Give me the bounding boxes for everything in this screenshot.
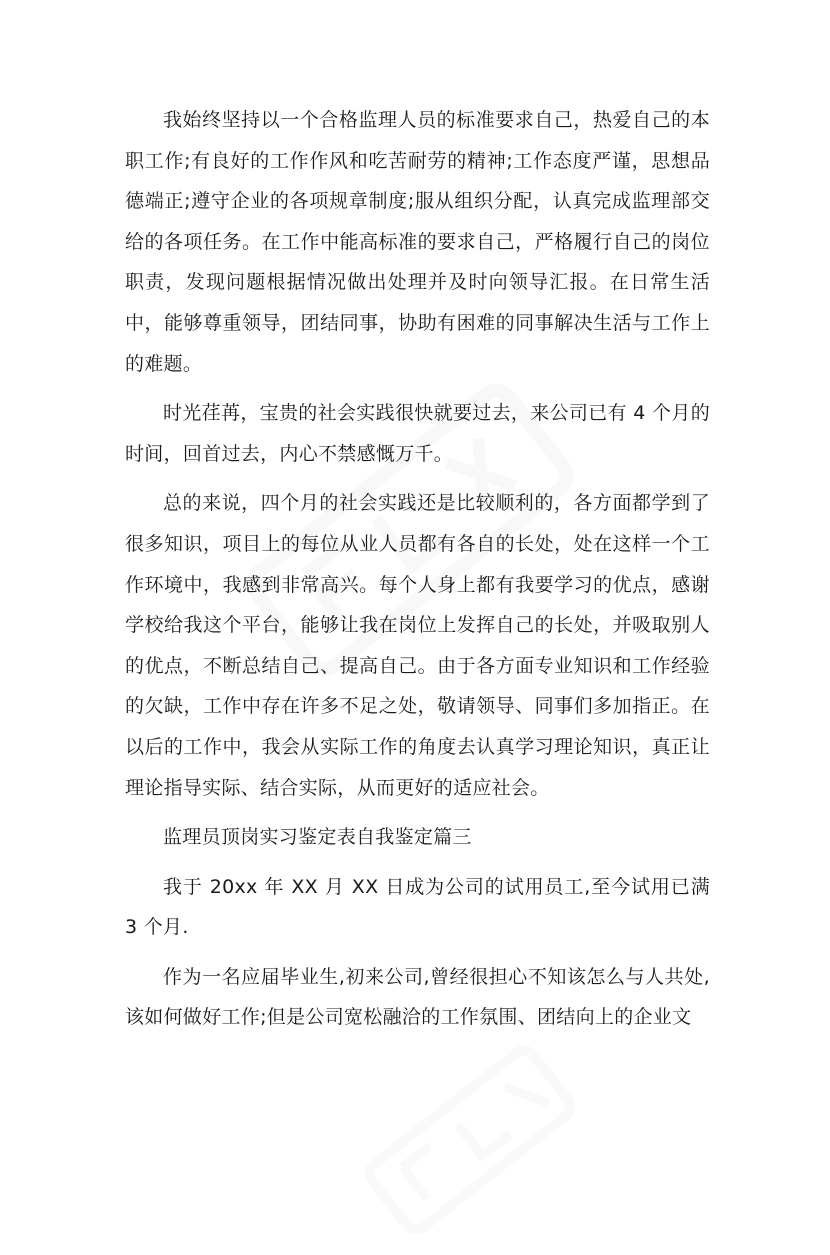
section-title: 监理员顶岗实习鉴定表自我鉴定篇三 [163, 826, 472, 849]
paragraph-3: 总的来说，四个月的社会实践还是比较顺利的，各方面都学到了很多知识，项目上的每位从业人员都有各自的长处，处在这样一个工作环境中，我感到非常高兴。每个人身上都有我要学习的优点，感谢学校给我这个平台，能够让我在岗位上发挥自己的长处，并吸取别人的优点，不断总结自己、提高自己。由于各方面专业知识和工作经验的欠缺，工作中存在许多不足之处，敬请领导、同事们多加指正。在以后的工作中，我会从实际工作的角度去认真学习理论知识，真正让理论指导实际、结合实际，从而更好的适应社会。 [125, 492, 710, 799]
watermark-logo-bottom [346, 1025, 593, 1255]
paragraph-1: 我始终坚持以一个合格监理人员的标准要求自己，热爱自己的本职工作;有良好的工作作风和吃苦耐劳的精神;工作态度严谨，思想品德端正;遵守企业的各项规章制度;服从组织分配，认真完成监理部交给的各项任务。在工作中能高标准的要求自己，严格履行自己的岗位职责，发现问题根据情况做出处理并及时向领导汇报。在日常生活中，能够尊重领导，团结同事，协助有困难的同事解决生活与工作上的难题。 [125, 109, 710, 375]
paragraph-4: 我于 20xx 年 XX 月 XX 日成为公司的试用员工,至今试用已满 3 个月. [125, 875, 710, 939]
document-body [125, 100, 710, 1047]
paragraph-2: 时光荏苒，宝贵的社会实践很快就要过去，来公司已有 4 个月的时间，回首过去，内心不禁感慨万千。 [125, 402, 710, 465]
paragraph-5: 作为一名应届毕业生,初来公司,曾经很担心不知该怎么与人共处,该如何做好工作;但是公司宽松融洽的工作氛围、团结向上的企业文 [125, 965, 710, 1029]
